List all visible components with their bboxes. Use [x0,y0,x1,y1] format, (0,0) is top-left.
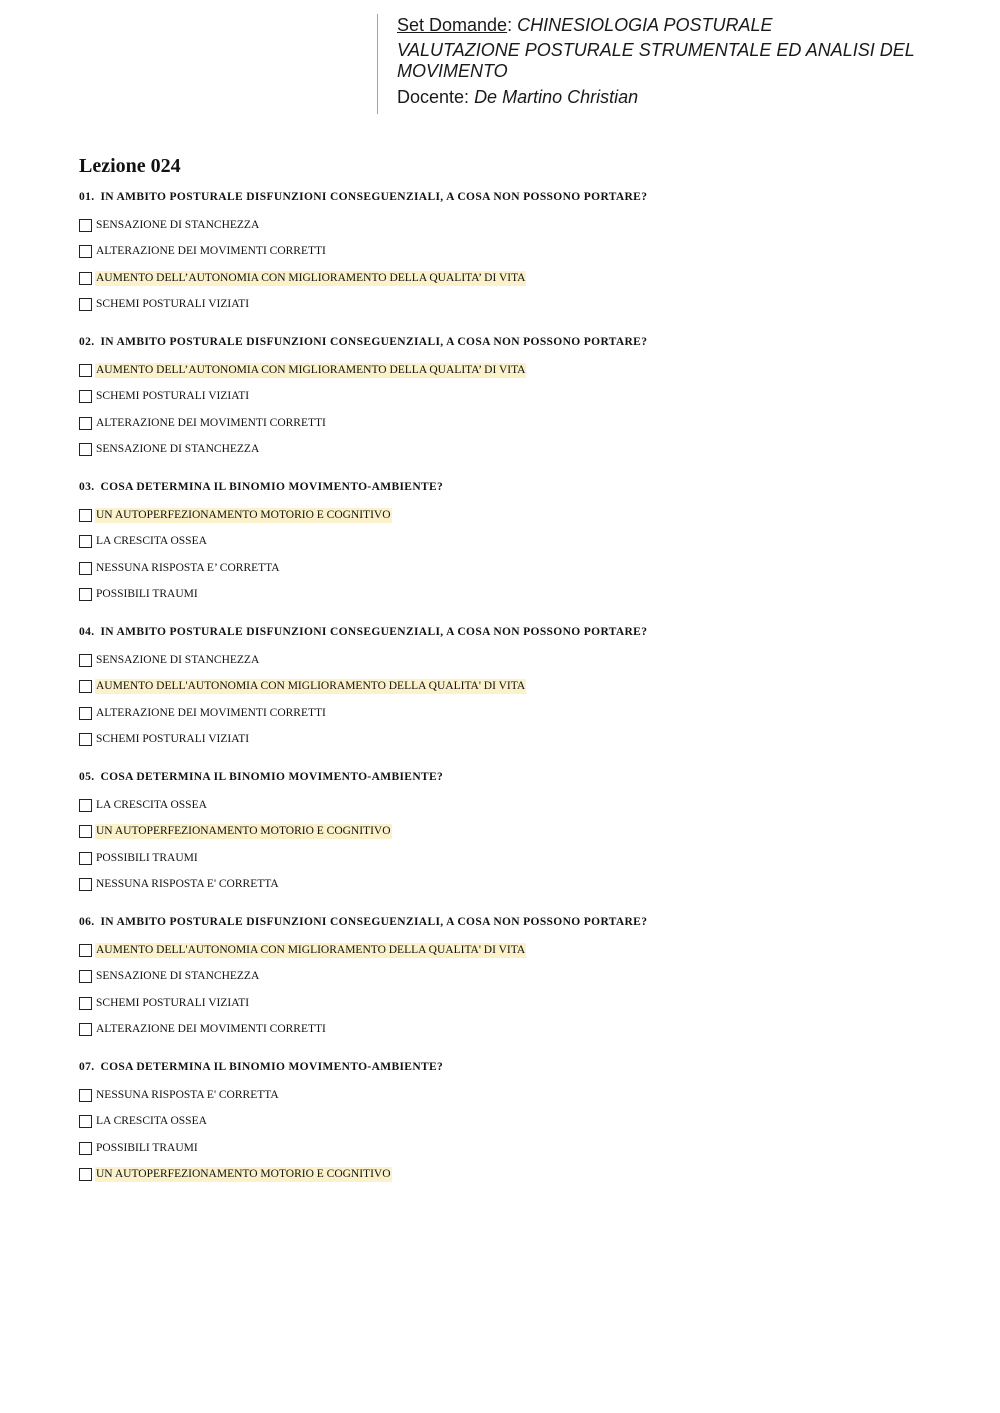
answer-option[interactable] [79,647,939,674]
answer-label: SENSAZIONE DI STANCHEZZA [96,443,260,456]
answer-label: SCHEMI POSTURALI VIZIATI [96,996,250,1009]
set-separator: : [507,15,513,35]
correct-answer-label: AUMENTO DELL'AUTONOMIA CON MIGLIORAMENTO DELLA QUALITA' DI VITA [96,680,526,693]
course-line [397,14,937,82]
answer-label: ALTERAZIONE DEI MOVIMENTI CORRETTI [96,1023,326,1036]
answer-checkbox[interactable] [79,654,92,667]
answer-label: NESSUNA RISPOSTA E’ CORRETTA [96,561,280,574]
answer-option[interactable] [79,937,939,964]
answer-checkbox[interactable] [79,1142,92,1155]
answer-option[interactable] [79,674,939,701]
answer-checkbox[interactable] [79,245,92,258]
question-number: 03. [79,481,95,493]
answer-checkbox[interactable] [79,852,92,865]
document-header [377,14,937,114]
answer-option[interactable] [79,990,939,1017]
answer-options [79,357,939,463]
answer-checkbox[interactable] [79,1168,92,1181]
question-block [79,767,939,912]
answer-checkbox[interactable] [79,298,92,311]
correct-answer-label: UN AUTOPERFEZIONAMENTO MOTORIO E COGNITIVO [96,1168,391,1181]
answer-checkbox[interactable] [79,1115,92,1128]
answer-option[interactable] [79,1109,939,1136]
correct-answer-label: AUMENTO DELL'AUTONOMIA CON MIGLIORAMENTO DELLA QUALITA' DI VITA [96,943,526,956]
subject-name: VALUTAZIONE POSTURALE STRUMENTALE ED ANALISI DEL MOVIMENTO [397,40,915,81]
answer-checkbox[interactable] [79,944,92,957]
answer-option[interactable] [79,384,939,411]
answer-label: SCHEMI POSTURALI VIZIATI [96,298,250,311]
answer-checkbox[interactable] [79,878,92,891]
answer-option[interactable] [79,357,939,384]
question-number: 04. [79,626,95,638]
question-title [79,622,939,642]
answer-checkbox[interactable] [79,219,92,232]
answer-label: NESSUNA RISPOSTA E' CORRETTA [96,1088,279,1101]
answer-options [79,792,939,898]
answer-checkbox[interactable] [79,443,92,456]
answer-option[interactable] [79,727,939,754]
answer-option[interactable] [79,819,939,846]
answer-label: NESSUNA RISPOSTA E' CORRETTA [96,878,279,891]
answer-option[interactable] [79,529,939,556]
answer-option[interactable] [79,239,939,266]
question-title [79,187,939,207]
answer-checkbox[interactable] [79,509,92,522]
answer-checkbox[interactable] [79,535,92,548]
question-text: IN AMBITO POSTURALE DISFUNZIONI CONSEGUENZIALI, A COSA NON POSSONO PORTARE? [100,626,648,638]
answer-option[interactable] [79,1082,939,1109]
answer-checkbox[interactable] [79,272,92,285]
answer-option[interactable] [79,792,939,819]
question-block [79,622,939,767]
question-block [79,332,939,477]
answer-option[interactable] [79,502,939,529]
answer-checkbox[interactable] [79,707,92,720]
answer-label: LA CRESCITA OSSEA [96,798,207,811]
answer-label: SCHEMI POSTURALI VIZIATI [96,733,250,746]
teacher-name: De Martino Christian [474,87,639,107]
question-text: IN AMBITO POSTURALE DISFUNZIONI CONSEGUENZIALI, A COSA NON POSSONO PORTARE? [100,916,648,928]
answer-option[interactable] [79,437,939,464]
answer-checkbox[interactable] [79,588,92,601]
question-text: IN AMBITO POSTURALE DISFUNZIONI CONSEGUENZIALI, A COSA NON POSSONO PORTARE? [100,191,648,203]
answer-options [79,1082,939,1188]
question-block [79,912,939,1057]
answer-checkbox[interactable] [79,390,92,403]
answer-option[interactable] [79,964,939,991]
answer-checkbox[interactable] [79,680,92,693]
teacher-label: Docente: [397,87,470,107]
answer-option[interactable] [79,265,939,292]
answer-option[interactable] [79,212,939,239]
question-title [79,332,939,352]
set-label: Set Domande [397,15,508,35]
question-text: COSA DETERMINA IL BINOMIO MOVIMENTO-AMBIENTE? [100,771,444,783]
answer-label: SCHEMI POSTURALI VIZIATI [96,390,250,403]
answer-label: POSSIBILI TRAUMI [96,851,198,864]
question-number: 01. [79,191,95,203]
answer-options [79,212,939,318]
answer-option[interactable] [79,700,939,727]
teacher-line [397,86,937,108]
answer-label: ALTERAZIONE DEI MOVIMENTI CORRETTI [96,416,326,429]
answer-option[interactable] [79,845,939,872]
answer-option[interactable] [79,410,939,437]
answer-checkbox[interactable] [79,997,92,1010]
question-title [79,1057,939,1077]
question-number: 07. [79,1061,95,1073]
answer-label: LA CRESCITA OSSEA [96,535,207,548]
answer-options [79,647,939,753]
course-name: CHINESIOLOGIA POSTURALE [517,15,773,35]
question-number: 02. [79,336,95,348]
answer-checkbox[interactable] [79,1089,92,1102]
answer-checkbox[interactable] [79,733,92,746]
correct-answer-label: UN AUTOPERFEZIONAMENTO MOTORIO E COGNITIVO [96,508,391,521]
answer-label: ALTERAZIONE DEI MOVIMENTI CORRETTI [96,706,326,719]
question-number: 05. [79,771,95,783]
answer-checkbox[interactable] [79,825,92,838]
correct-answer-label: AUMENTO DELL’AUTONOMIA CON MIGLIORAMENTO DELLA QUALITA’ DI VITA [96,363,526,376]
answer-label: SENSAZIONE DI STANCHEZZA [96,653,260,666]
question-block [79,477,939,622]
answer-label: SENSAZIONE DI STANCHEZZA [96,970,260,983]
question-title [79,767,939,787]
question-text: COSA DETERMINA IL BINOMIO MOVIMENTO-AMBIENTE? [100,1061,444,1073]
answer-options [79,937,939,1043]
question-text: COSA DETERMINA IL BINOMIO MOVIMENTO-AMBIENTE? [100,481,444,493]
answer-option[interactable] [79,1135,939,1162]
question-title [79,912,939,932]
answer-label: LA CRESCITA OSSEA [96,1115,207,1128]
question-number: 06. [79,916,95,928]
answer-checkbox[interactable] [79,970,92,983]
answer-checkbox[interactable] [79,799,92,812]
answer-option[interactable] [79,292,939,319]
answer-option[interactable] [79,555,939,582]
answer-option[interactable] [79,1162,939,1189]
question-block [79,1057,939,1202]
answer-label: SENSAZIONE DI STANCHEZZA [96,218,260,231]
correct-answer-label: AUMENTO DELL’AUTONOMIA CON MIGLIORAMENTO DELLA QUALITA’ DI VITA [96,271,526,284]
answer-checkbox[interactable] [79,417,92,430]
question-text: IN AMBITO POSTURALE DISFUNZIONI CONSEGUENZIALI, A COSA NON POSSONO PORTARE? [100,336,648,348]
correct-answer-label: UN AUTOPERFEZIONAMENTO MOTORIO E COGNITIVO [96,825,391,838]
answer-checkbox[interactable] [79,364,92,377]
answer-label: POSSIBILI TRAUMI [96,588,198,601]
answer-options [79,502,939,608]
answer-checkbox[interactable] [79,562,92,575]
answer-label: POSSIBILI TRAUMI [96,1141,198,1154]
question-title [79,477,939,497]
lesson-title: Lezione 024 [79,155,181,177]
question-list [79,187,939,1202]
answer-label: ALTERAZIONE DEI MOVIMENTI CORRETTI [96,245,326,258]
answer-option[interactable] [79,1017,939,1044]
answer-option[interactable] [79,872,939,899]
answer-checkbox[interactable] [79,1023,92,1036]
answer-option[interactable] [79,582,939,609]
question-block [79,187,939,332]
